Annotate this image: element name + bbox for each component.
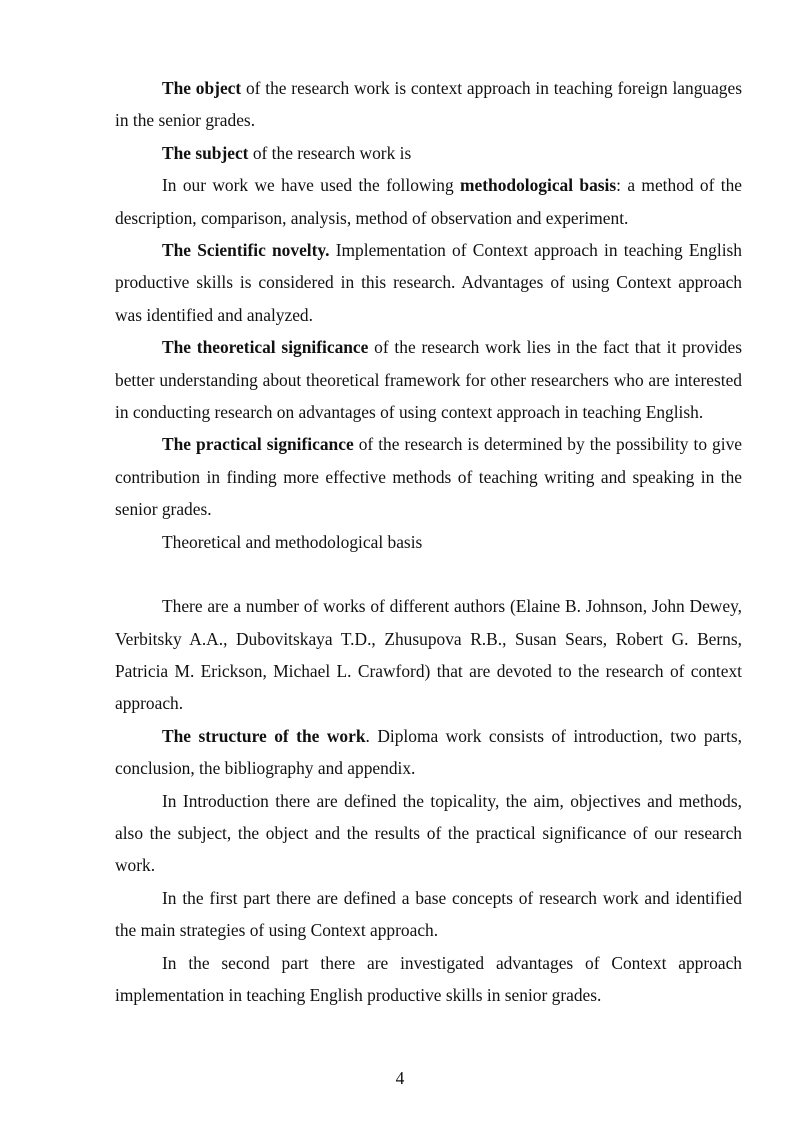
term-theoretical-significance: The theoretical significance bbox=[162, 337, 369, 358]
paragraph-authors: There are a number of works of different authors (Elaine B. Johnson, John Dewey, Verbitsky A.A., Dubovitskaya T.D., Zhusupova R.B., Susan Sears, Robert G. Berns, Patricia M. Erickson, Michael L. Crawford) that are devoted to the research of context approach. bbox=[115, 596, 742, 714]
paragraph-theoretical-significance bbox=[115, 331, 742, 428]
paragraph-structure bbox=[115, 720, 742, 785]
paragraph-practical-significance bbox=[115, 428, 742, 525]
term-object: The object bbox=[162, 78, 242, 98]
paragraph-first-part: In the first part there are defined a base concepts of research work and identified the main strategies of using Context approach. bbox=[115, 887, 742, 941]
paragraph-introduction: In Introduction there are defined the topicality, the aim, objectives and methods, also the subject, the object and the results of the practical significance of our research work. bbox=[115, 790, 742, 876]
paragraph-subject-text: of the research work is bbox=[248, 142, 412, 163]
paragraph-scientific-novelty bbox=[115, 234, 742, 331]
paragraph-structure-text: . Diploma work consists of introduction, two parts, conclusion, the bibliography and appendix. bbox=[115, 725, 742, 779]
paragraph-object-text: of the research work is context approach in teaching foreign languages in the senior grades. bbox=[115, 78, 742, 131]
paragraph-scientific-novelty-text: Implementation of Context approach in teaching English productive skills is considered in this research. Advantages of using Context approach was identified and analyzed. bbox=[115, 240, 742, 325]
paragraph-subject bbox=[115, 137, 742, 169]
paragraph-methodological-lead: In our work we have used the following bbox=[162, 175, 461, 196]
paragraph-theoretical-significance-text: of the research work lies in the fact that it provides better understanding about theoretical framework for other researchers who are interested in conducting research on advantages of using context approach in teaching English. bbox=[115, 337, 742, 423]
paragraph-methodological-text: : a method of the description, comparison, analysis, method of observation and experiment. bbox=[115, 175, 743, 228]
paragraph-second-part: In the second part there are investigated advantages of Context approach implementation in teaching English productive skills in senior grades. bbox=[115, 952, 742, 1005]
paragraph-object bbox=[115, 72, 742, 137]
term-subject: The subject bbox=[162, 142, 249, 163]
term-scientific-novelty: The Scientific novelty. bbox=[162, 240, 330, 261]
document-page bbox=[115, 72, 742, 1011]
paragraph-methodological-basis bbox=[115, 169, 742, 234]
term-methodological-basis: methodological basis bbox=[460, 175, 617, 196]
paragraph-theoretical-basis-heading: Theoretical and methodological basis bbox=[162, 531, 423, 552]
blank-line bbox=[115, 558, 742, 590]
paragraph-practical-significance-text: of the research is determined by the possibility to give contribution in finding more effective methods of teaching writing and speaking in the senior grades. bbox=[115, 434, 742, 520]
term-structure: The structure of the work bbox=[162, 725, 366, 746]
page-number: 4 bbox=[395, 1068, 405, 1088]
term-practical-significance: The practical significance bbox=[162, 434, 354, 455]
